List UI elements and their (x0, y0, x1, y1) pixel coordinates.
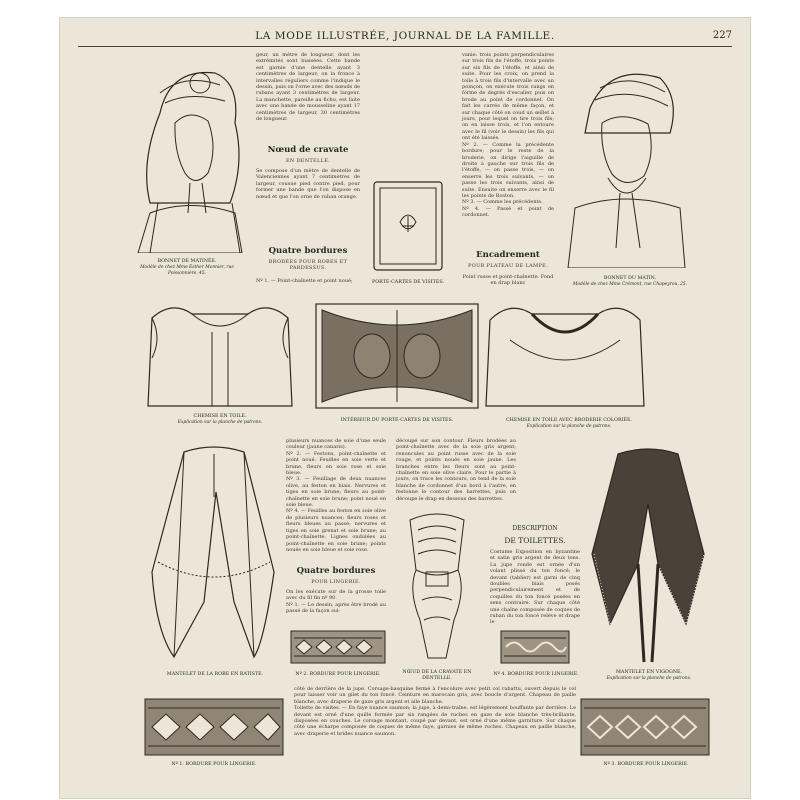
encadrement-title: Encadrement (476, 250, 540, 260)
text-col3-top (462, 52, 554, 219)
quatre-bordures-subtitle: BRODÉES POUR ROBES ET PARDESSUS. (268, 259, 348, 271)
caption-interieur-porte-cartes: INTÉRIEUR DU PORTE-CARTES DE VISITES. (340, 418, 454, 423)
header-rule (78, 46, 732, 47)
chemise-toile-illustration (142, 298, 298, 410)
text-bottom-col: côté de derrière de la jupe. Corsage-basquine fermé à l'encolure avec petit col rabattu, ouvert depuis le col pour laisser voir un gilet du ton foncé. Ceinture en marocain gris, avec boucle d'argent. Chapeau de paille blanche, avec draperie de gaze gris argent et aile blanche. Toilette de visites. — En faye nuance saumon; la jupe, à demi-traîne, est légèrement bouffante par derrière. Le devant est orné d'une quille formée par six rangées de ruches en gaze de soie blanche très-brillante, disposées en couches. Le corsage montant, coupé par devant, est orné d'une même garniture. Sur chaque côté une écharpe composée de coques de même faye, garnies de même ruches. Chapeau en paille blanche, avec draperie et brides nuance saumon. (294, 686, 576, 737)
caption-bordure-2: Nº 2. BORDURE POUR LINGERIE. (295, 672, 381, 677)
quatre-bordures-lingerie-text: On les exécute sur de la grosse toile avec du fil fin nº 90. Nº 1. — Le dessin, après être brodé au passé de la façon sui- (286, 589, 386, 615)
chemise-broderie-illustration (480, 300, 650, 410)
quatre-bordures-item1: Nº 1. — Point-chaînette et point noué; (256, 278, 353, 284)
text-col3-item2: Nº 2. — Comme la précédente bordure; pour le reste de la broderie, on dirige l'aiguille de droite à gauche sur trois fils de l'étoffe, — on passe trois, — on enserre les trois suivants, — on passe les trois suivants, ainsi de suite. Ensuite on enserre avec le fil les points de Boston. (462, 141, 554, 199)
interieur-porte-cartes-illustration (312, 300, 482, 412)
caption-bordure-3: Nº 3. BORDURE POUR LINGERIE. (603, 762, 689, 767)
bordure-3-illustration (580, 698, 710, 756)
quatre-bordures-lingerie-subtitle: POUR LINGERIE. (311, 579, 361, 585)
journal-title: LA MODE ILLUSTRÉE, JOURNAL DE LA FAMILLE. (255, 30, 555, 42)
caption-bonnet-matinee: BONNET DE MATINÉE. Modèle de chez Mme Esther Monnier, rue Poissonnière, 45. (140, 259, 234, 276)
text-col3-item3: Nº 3. — Comme les précédents. (462, 199, 543, 206)
page-number: 227 (712, 30, 732, 41)
description-title: DESCRIPTION (512, 525, 558, 532)
bordure-1-illustration (144, 698, 284, 756)
magazine-page (60, 18, 750, 798)
bordure-2-illustration (290, 630, 386, 664)
encadrement-subtitle: POUR PLATEAU DE LAMPE. (468, 263, 548, 269)
encadrement-text: Point russe et point-chaînette. Fond en drap blanc (462, 274, 554, 287)
quatre-bordures-lingerie-title: Quatre bordures (296, 566, 376, 576)
caption-porte-cartes: PORTE-CARTES DE VISITES. (371, 280, 445, 285)
text-col3-item4: Nº 4. — Passé et point de cordonnet. (462, 205, 554, 219)
toilettes-title: DE TOILETTES. (504, 536, 566, 545)
caption-chemise-broderie: CHEMISE EN TOILE AVEC BRODERIE COLORIÉE. Explication sur la planche de patrons. (505, 418, 633, 429)
mantelet-vigogne-illustration (588, 444, 708, 664)
caption-noeud-cravate: NŒUD DE LA CRAVATE EN DENTELLE. (402, 670, 472, 681)
bordure-4-illustration (500, 630, 570, 664)
bonnet-matinee-illustration (130, 53, 250, 253)
caption-bonnet-matin: BONNET DU MATIN. Modèle de chez Mme Crémont, rue Chapeyrou, 25. (572, 276, 688, 287)
noeud-cravate-text: Se compose d'un mètre de dentelle de Valenciennes ayant 7 centimètres de largeur, cousue pied contre pied, pour former une bande que l'on dispose en nœud et que l'on orne de ruban orange. (256, 168, 360, 200)
noeud-cravate-subtitle: EN DENTELLE. (285, 158, 331, 164)
text-mid-col2: découpé sur son contour. Fleurs brodées au point-chaînette avec de la soie gris argent; renoncules au point russe avec de la soie rouge, et points noués en soie jaune. Les branches entre les fleurs sont au point-chaînette en soie olive claire. Pour le partie à jours, on trace les contours, on tend de la soie blanche de cordonnet d'un bord à l'autre, en festonne le contour des barrettes, puis on découpe le drap en dessous des barrettes. (396, 438, 516, 502)
caption-mantelet-vigogne: MANTELET EN VIGOGNE. Explication sur la planche de patrons. (606, 670, 692, 681)
porte-cartes-illustration (370, 178, 446, 274)
text-col1-top: geur, un mètre de longueur, dont les extrémités sont biaisées. Cette bande est garnie d'une dentelle ayant 3 centimètres de largeur; on la fronce à intervalles réguliers comme l'indique le dessin, puis on l'orne avec des nœuds de rubans ayant 3 centimètres de largeur. La manchette, pareille au fichu, est faite avec une bande de mousseline ayant 17 centimètres de largeur, 30 centimètres de longueur. (256, 52, 360, 123)
mantelet-batiste-illustration (144, 442, 282, 664)
caption-chemise-toile: CHEMISE EN TOILE. Explication sur la planche de patrons. (177, 414, 263, 425)
bonnet-matin-illustration (560, 58, 690, 268)
caption-bordure-4: Nº 4. BORDURE POUR LINGERIE. (493, 672, 579, 677)
toilettes-text: Costume Exposition en byzantine et satin gris argent de deux tons. La jupe ronde est ornée d'un volant plissé du ton foncé; le devant (tablier) est garni de cinq doubles biais posés perpendiculairement et de coquilles du ton foncé posées en sens contraire. Sur chaque côté une chaîne composée de coques de ruban du ton foncé relève et drape le (490, 549, 580, 626)
caption-mantelet-batiste: MANTELET DE LA ROBE EN BATISTE. (166, 672, 264, 677)
text-col3-points: vanie: trois points perpendiculaires sur trois fils de l'étoffe, trois points sur six fils de l'étoffe, et ainsi de suite. Pour les croix, on prend la toile à trois fils d'intervalle avec un poinçon, on exécute trois rangs en forme de degrés d'escalier, puis on brode au point de cordonnet. On fait les carrés de même façon, et sur chaque côté on coud un œillet à jours, pour lequel on tire trois fils; on en laisse trois, et l'on entoure avec le fil (voir le dessin) les fils qui ont été laissés. (462, 52, 554, 142)
noeud-cravate-illustration (400, 510, 474, 660)
caption-bordure-1: Nº 1. BORDURE POUR LINGERIE. (171, 762, 257, 767)
text-mid-col1: plusieurs nuances de soie d'une seule couleur (jaune canaris). Nº 2. — Festons, point-chaînette et point noué. Feuilles en soie verte et brune, fleurs en soie rose et soie bleue. Nº 3. — Feuillage de deux nuances olive, au feston en biais. Nervures et tiges en soie brune; fleurs au point-chaînette en soie brune; point noué en soie bleue. Nº 4. — Feuilles au feston en soie olive de plusieurs nuances; fleurs roses et fleurs bleues au passé; nervures et tiges en soie grenat et soie brune; au point-chaînette. Lignes ondulées au point-chaînette en soie brune; points noués en soie bleue et soie rose. (286, 438, 386, 553)
noeud-cravate-title: Nœud de cravate (267, 145, 349, 155)
quatre-bordures-title: Quatre bordures (268, 246, 348, 256)
